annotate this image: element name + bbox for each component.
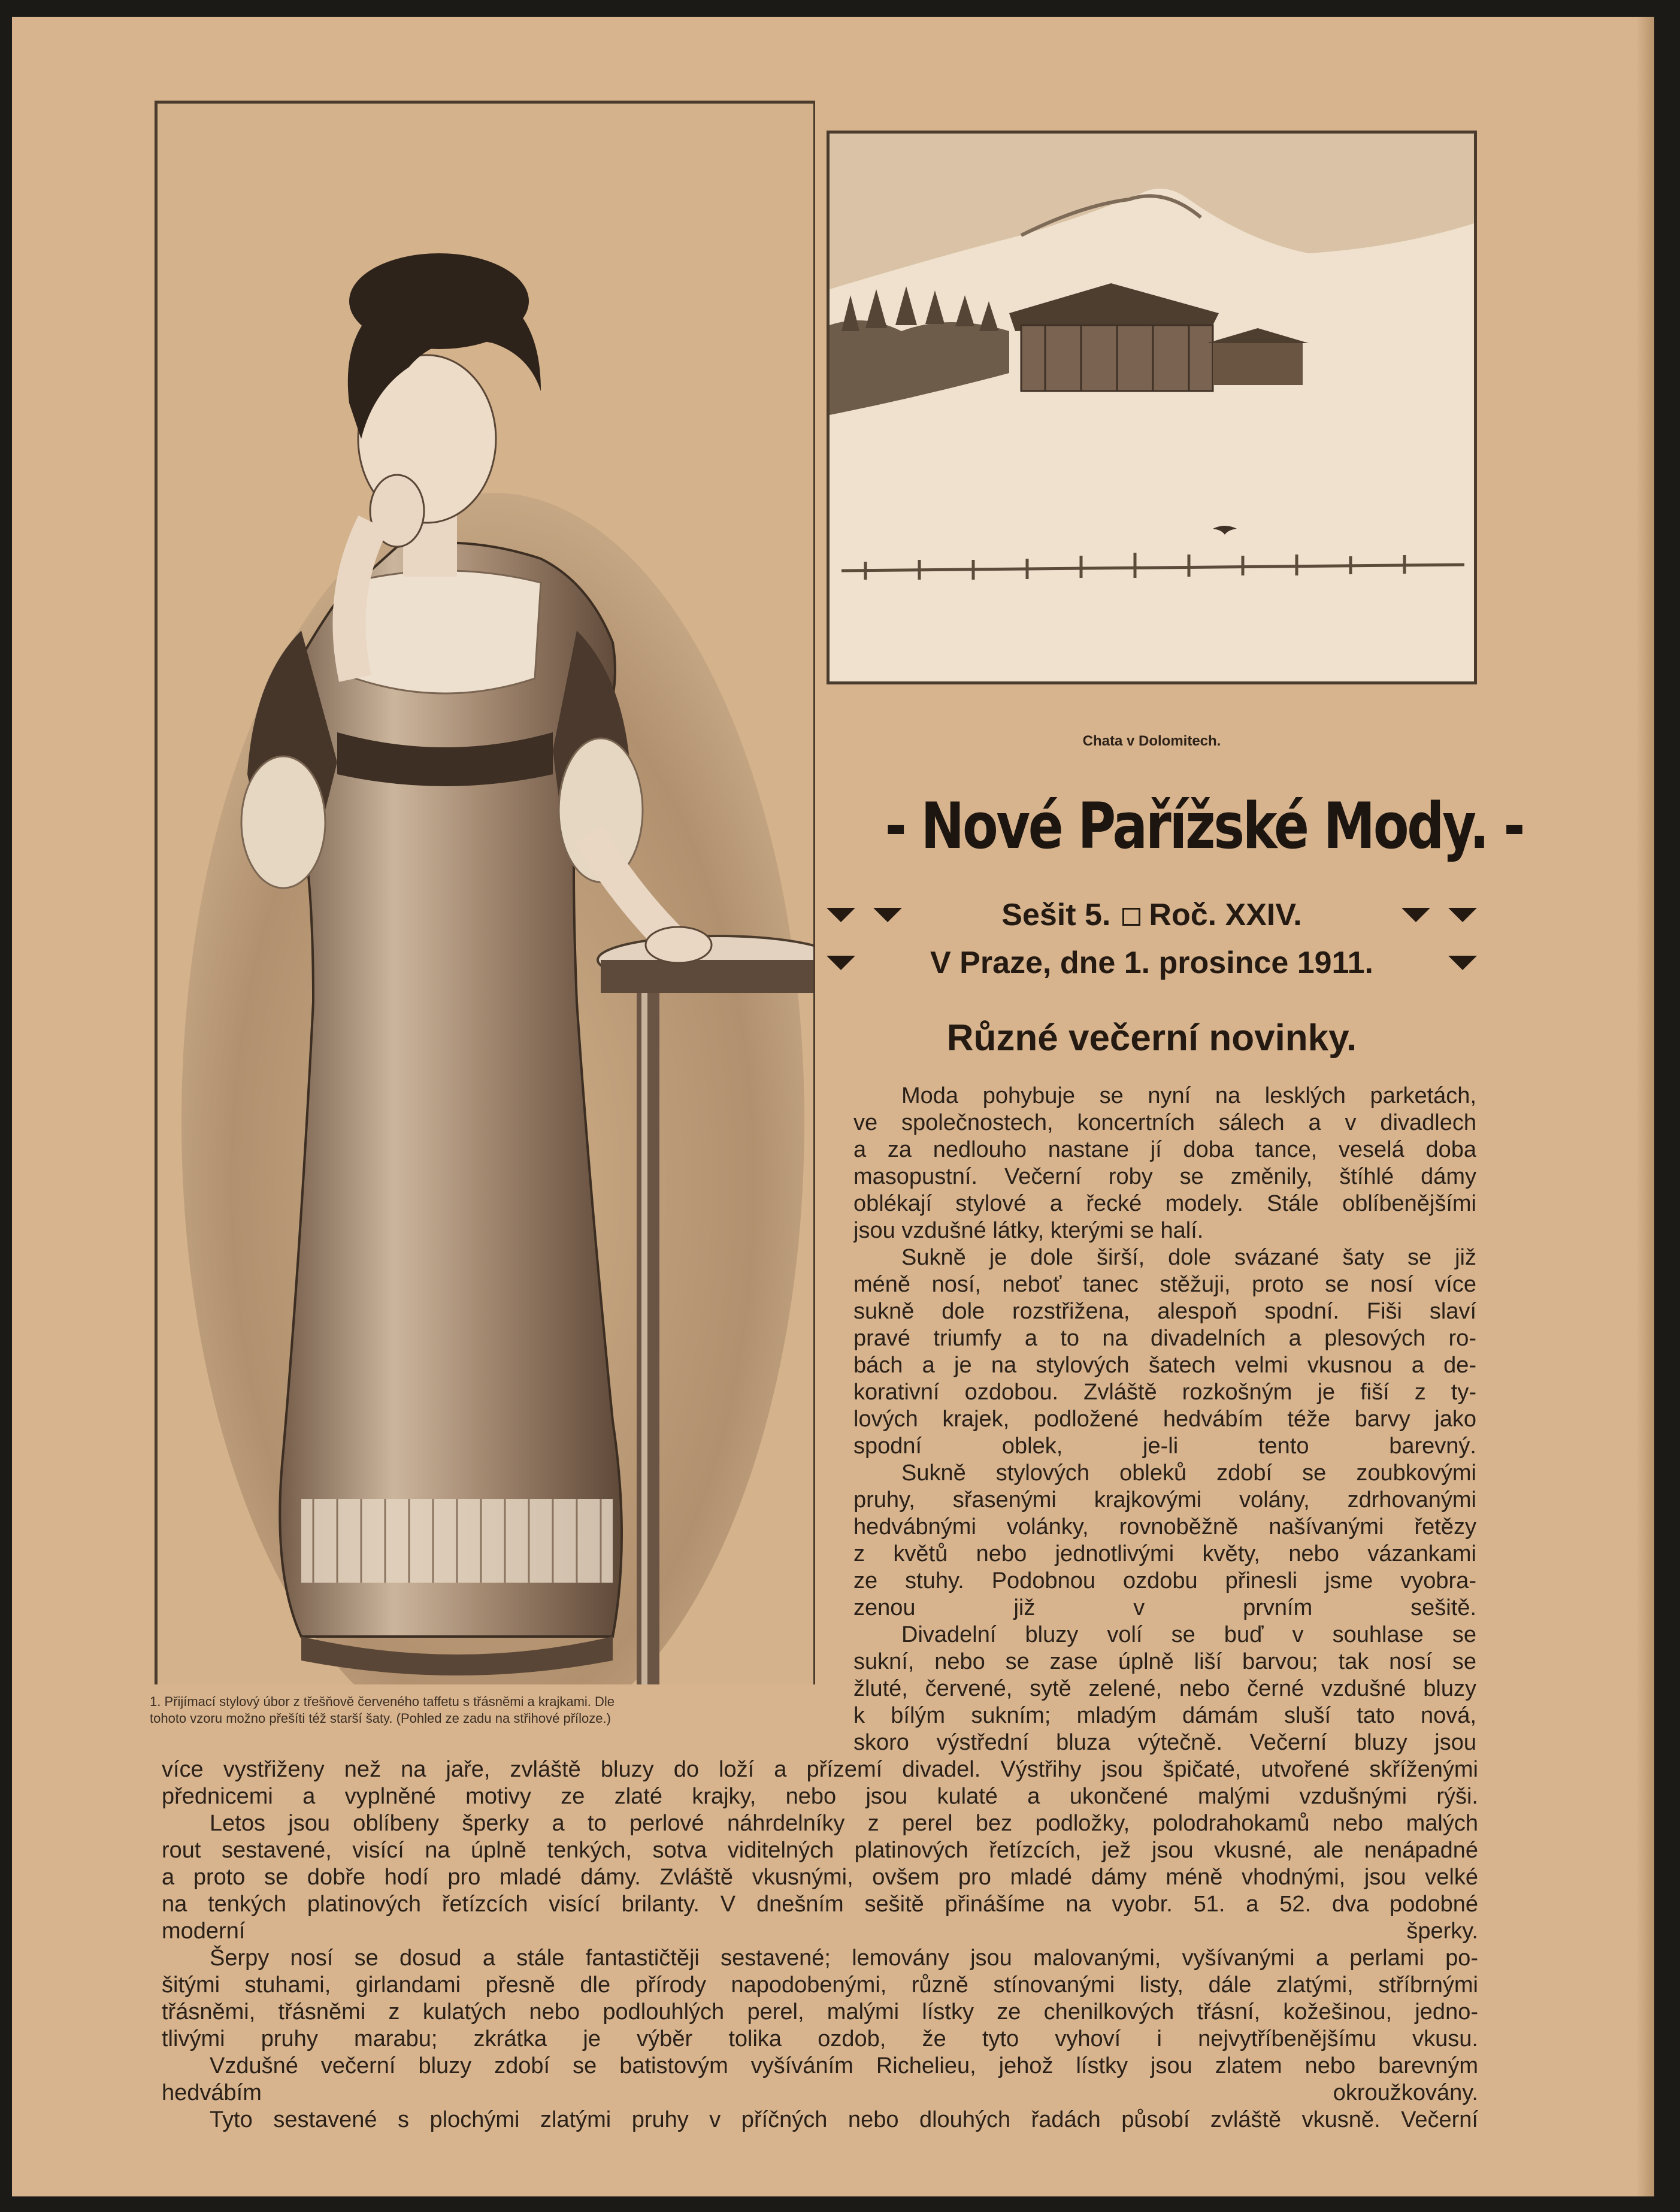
issue-info — [1001, 897, 1301, 933]
text-line: žluté, červené, sytě zelené, nebo černé vzdušné bluzy — [853, 1676, 1476, 1701]
page-edge-shadow — [1636, 17, 1654, 2196]
text-line: méně nosí, neboť tanec stěžuji, proto se nosí více — [853, 1272, 1476, 1297]
text-line: Tyto sestavené s plochými zlatými pruhy v příčných nebo dlouhých řadách působí zvláště vkusně. Večerní — [210, 2107, 1478, 2132]
square-separator-icon — [1122, 908, 1140, 926]
text-line: ve společnostech, koncertních sálech a v divadlech — [853, 1110, 1476, 1135]
text-line: Letos jsou oblíbeny šperky a to perlové náhrdelníky z perel bez podložky, polodrahokamů nebo malých — [210, 1811, 1478, 1836]
paragraph-6 — [162, 1945, 1478, 2053]
triangle-down-icon — [827, 956, 855, 970]
text-line: tlivými pruhy marabu; zkrátka je výběr tolika ozdob, že tyto vyhoví i nejvytříbenějšímu vkusu. — [162, 2026, 1478, 2052]
text-line: z květů nebo jednotlivými květy, nebo vázankami — [853, 1541, 1476, 1566]
chalet-illustration-drawing — [830, 134, 1474, 681]
triangle-ornaments — [1401, 908, 1477, 922]
caption-line: tohoto vzoru možno přešíti též starší šaty. (Pohled ze zadu na střihové příloze.) — [150, 1711, 611, 1726]
article-headline: Různé večerní novinky. — [946, 1017, 1357, 1059]
text-line: pravé triumfy a to na divadelních a plesových ro- — [853, 1326, 1476, 1351]
text-line: hedvábnými volánky, rovnoběžně našívanými řetězy — [853, 1514, 1476, 1540]
fashion-illustration-drawing — [158, 104, 813, 1684]
text-line: Moda pohybuje se nyní na lesklých parketách, — [901, 1083, 1476, 1108]
triangle-down-icon — [1448, 908, 1477, 922]
text-line: skoro výstřední bluza výtečně. Večerní bluzy jsou — [853, 1730, 1476, 1755]
text-line: Sukně je dole širší, dole svázané šaty se již — [901, 1245, 1476, 1270]
text-line: zenou již v prvním sešitě. — [853, 1595, 1476, 1620]
triangle-down-icon — [873, 908, 902, 922]
text-line: moderní šperky. — [162, 1919, 1478, 1944]
fashion-illustration-caption — [150, 1693, 839, 1727]
text-line: ze stuhy. Podobnou ozdobu přinesli jsme vyobra- — [853, 1568, 1476, 1593]
text-line: masopustní. Večerní roby se změnily, štíhlé dámy — [853, 1164, 1476, 1189]
text-line: a proto se dobře hodí pro mladé dámy. Zvláště vkusnými, ovšem pro mladé dámy méně vhodnými, jsou velké — [162, 1865, 1478, 1890]
triangle-down-icon — [1401, 908, 1430, 922]
paragraph-5 — [162, 1810, 1478, 1945]
chalet-caption: Chata v Dolomitech. — [1082, 733, 1221, 749]
paragraph-8 — [162, 2107, 1478, 2134]
issue-line — [827, 897, 1477, 933]
paragraph-2 — [853, 1244, 1476, 1460]
caption-line: 1. Přijímací stylový úbor z třešňově červeného taffetu s třásněmi a krajkami. Dle — [150, 1694, 615, 1709]
text-line: sukně dole rozstřižena, alespoň spodní. Fiši slaví — [853, 1299, 1476, 1324]
paragraph-3 — [853, 1460, 1476, 1622]
triangle-down-icon — [1448, 956, 1477, 970]
triangle-ornaments — [827, 908, 902, 922]
paragraph-4 — [853, 1622, 1476, 1756]
place-date: V Praze, dne 1. prosince 1911. — [930, 946, 1373, 980]
text-line: šitými stuhami, girlandami přesně dle přírody napodobenými, různě stínovanými listy, dále zlatými, stříbrnými — [162, 1972, 1478, 1998]
text-line: přednicemi a vyplněné motivy ze zlaté krajky, nebo jsou kulaté a ukončené malými vzdušnými rýši. — [162, 1784, 1478, 1809]
text-line: Sukně stylových obleků zdobí se zoubkovými — [901, 1460, 1476, 1486]
paragraph-1 — [853, 1083, 1476, 1244]
text-line: Divadelní bluzy volí se buď v souhlase se — [901, 1622, 1476, 1647]
text-line: jsou vzdušné látky, kterými se halí. — [853, 1218, 1204, 1243]
text-line: korativní ozdobou. Zvláště rozkošným je fiší z ty- — [853, 1380, 1476, 1405]
paragraph-4-continued — [162, 1756, 1478, 1810]
text-line: bách a je na stylových šatech velmi vkusnou a de- — [853, 1353, 1476, 1378]
paragraph-7 — [162, 2053, 1478, 2107]
text-line: rout sestavené, visící na úplně tenkých, sotva viditelných platinových řetízcích, jež jsou vkusné, ale nenápadné — [162, 1838, 1478, 1863]
issue-label: Sešit 5. — [1001, 898, 1111, 932]
text-line: třásněmi, třásněmi z kulatých nebo podlouhlých perel, malými lístky ze chenilkových třásní, kožešinou, jedno- — [162, 1999, 1478, 2025]
text-line: na tenkých platinových řetízcích visící brilanty. V dnešním sešitě přinášíme na vyobr. 51. a 52. dva podobné — [162, 1892, 1478, 1917]
text-line: hedvábím okroužkovány. — [162, 2080, 1478, 2105]
text-line: sukní, nebo se zase úplně liší barvou; tak nosí se — [853, 1649, 1476, 1674]
text-line: lových krajek, podložené hedvábím téže barvy jako — [853, 1407, 1476, 1432]
magazine-page — [12, 17, 1654, 2196]
text-line: oblékají stylové a řecké modely. Stále oblíbenějšími — [853, 1191, 1476, 1216]
fashion-illustration — [155, 101, 815, 1684]
text-line: spodní oblek, je-li tento barevný. — [853, 1434, 1476, 1459]
text-line: více vystřiženy než na jaře, zvláště bluzy do loží a přízemí divadel. Výstřihy jsou špičaté, utvořené skříženými — [162, 1757, 1478, 1782]
triangle-down-icon — [827, 908, 855, 922]
volume-label: Roč. XXIV. — [1149, 898, 1302, 932]
text-line: pruhy, sřasenými krajkovými volány, zdrhovanými — [853, 1487, 1476, 1513]
text-line: Šerpy nosí se dosud a stále fantastičtěji sestavené; lemovány jsou malovanými, vyšívanými a perlami po- — [210, 1946, 1478, 1971]
date-line — [827, 945, 1477, 981]
text-line: Vzdušné večerní bluzy zdobí se batistovým vyšíváním Richelieu, jehož lístky jsou zlatem nebo barevným — [210, 2053, 1478, 2078]
chalet-illustration — [827, 131, 1477, 684]
text-line: k bílým sukním; mladým dámám sluší tato nová, — [853, 1703, 1476, 1728]
magazine-title: - Nové Pařížské Mody. - — [885, 789, 1524, 863]
text-line: a za nedlouho nastane jí doba tance, veselá doba — [853, 1137, 1476, 1162]
